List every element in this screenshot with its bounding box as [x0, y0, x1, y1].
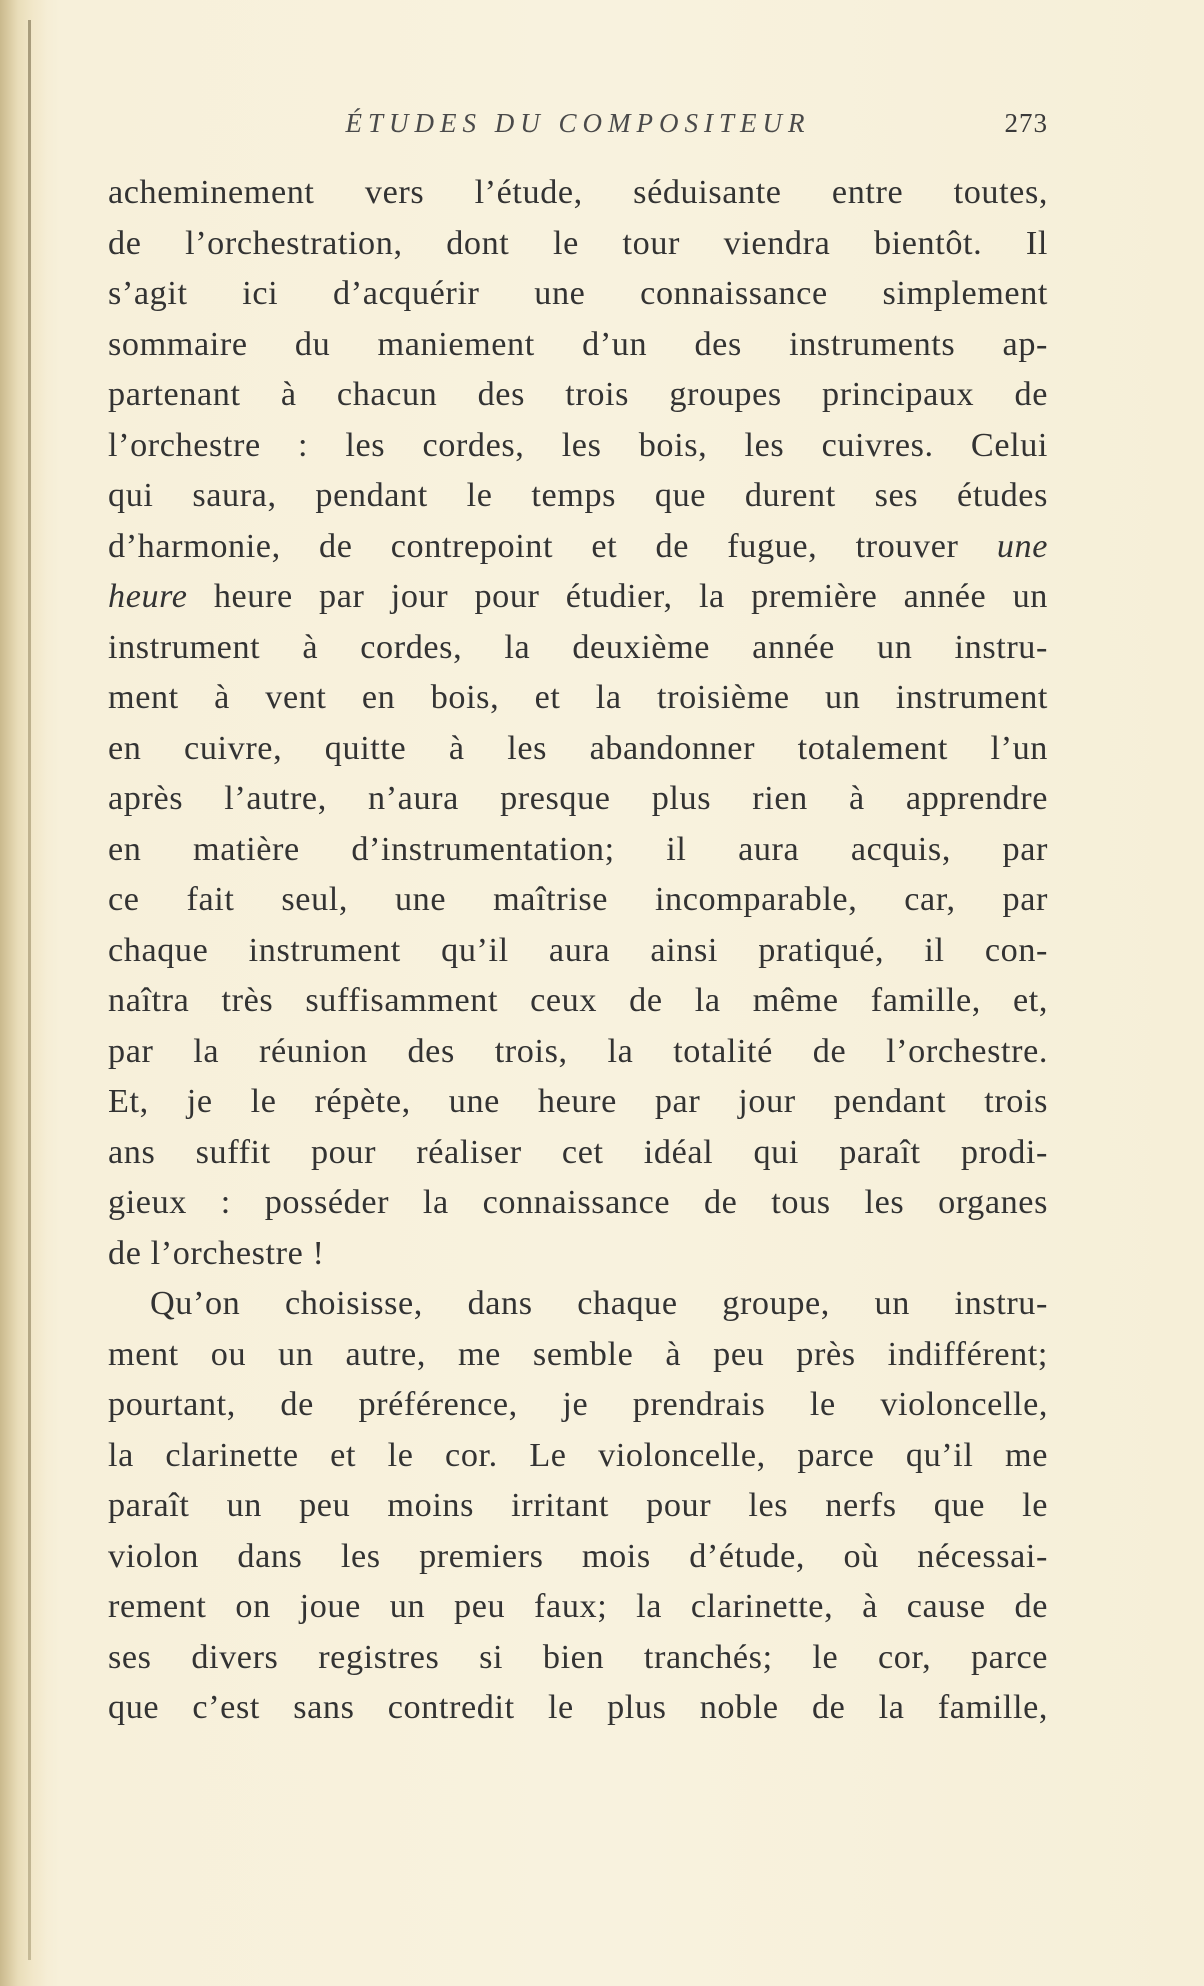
text-line: rement on joue un peu faux; la clarinette, à cause de — [108, 1588, 1048, 1625]
running-title: ÉTUDES DU COMPOSITEUR — [345, 108, 811, 138]
text-line: instrument à cordes, la deuxième année un instru- — [108, 628, 1048, 666]
text-segment: d’harmonie, de contrepoint et de fugue, trouver — [108, 527, 959, 565]
text-line: que c’est sans contredit le plus noble de la famille, — [108, 1689, 1048, 1726]
text-line: en cuivre, quitte à les abandonner totalement l’un — [108, 729, 1048, 767]
text-line: l’orchestre : les cordes, les bois, les cuivres. Celui — [108, 426, 1048, 464]
text-line-with-italic — [108, 522, 1048, 573]
text-segment: heure par jour pour étudier, la première année un — [213, 578, 1048, 615]
text-line: Qu’on choisisse, dans chaque groupe, un instru- — [150, 1285, 1048, 1322]
text-line: chaque instrument qu’il aura ainsi pratiqué, il con- — [108, 931, 1048, 969]
text-line: ment ou un autre, me semble à peu près indifférent; — [108, 1335, 1048, 1373]
text-line: de l’orchestre ! — [108, 1234, 325, 1272]
text-line: de l’orchestration, dont le tour viendra bientôt. Il — [108, 224, 1048, 262]
text-line: naîtra très suffisamment ceux de la même famille, et, — [108, 982, 1048, 1019]
gutter-edge-line — [28, 20, 31, 1960]
text-line: gieux : posséder la connaissance de tous les organes — [108, 1184, 1048, 1221]
paragraph-2 — [108, 1279, 1048, 1734]
text-line: par la réunion des trois, la totalité de l’orchestre. — [108, 1032, 1048, 1070]
text-line: ses divers registres si bien tranchés; le cor, parce — [108, 1638, 1048, 1676]
text-line-with-italic — [108, 572, 1048, 623]
page-header — [108, 108, 1048, 148]
paragraph-1 — [108, 168, 1048, 1279]
text-line: Et, je le répète, une heure par jour pendant trois — [108, 1083, 1048, 1120]
page-number: 273 — [1004, 108, 1048, 138]
page-gutter — [0, 0, 46, 1986]
text-line: après l’autre, n’aura presque plus rien à apprendre — [108, 780, 1048, 817]
text-line: ment à vent en bois, et la troisième un instrument — [108, 679, 1048, 716]
text-line: s’agit ici d’acquérir une connaissance simplement — [108, 275, 1048, 312]
text-line: acheminement vers l’étude, séduisante entre toutes, — [108, 174, 1048, 211]
text-line: ce fait seul, une maîtrise incomparable, car, par — [108, 881, 1048, 918]
text-line: qui saura, pendant le temps que durent ses études — [108, 477, 1048, 514]
italic-word: heure — [108, 578, 188, 615]
text-line: en matière d’instrumentation; il aura acquis, par — [108, 830, 1048, 868]
text-line: pourtant, de préférence, je prendrais le violoncelle, — [108, 1386, 1048, 1423]
text-line: violon dans les premiers mois d’étude, où nécessai- — [108, 1537, 1048, 1575]
italic-word: une — [996, 527, 1048, 565]
page-body-text — [108, 168, 1048, 1734]
text-line: ans suffit pour réaliser cet idéal qui paraît prodi- — [108, 1133, 1048, 1171]
text-line: la clarinette et le cor. Le violoncelle, parce qu’il me — [108, 1436, 1048, 1474]
text-line: paraît un peu moins irritant pour les nerfs que le — [108, 1487, 1048, 1524]
text-line: partenant à chacun des trois groupes principaux de — [108, 376, 1048, 413]
text-line: sommaire du maniement d’un des instruments ap- — [108, 325, 1048, 363]
